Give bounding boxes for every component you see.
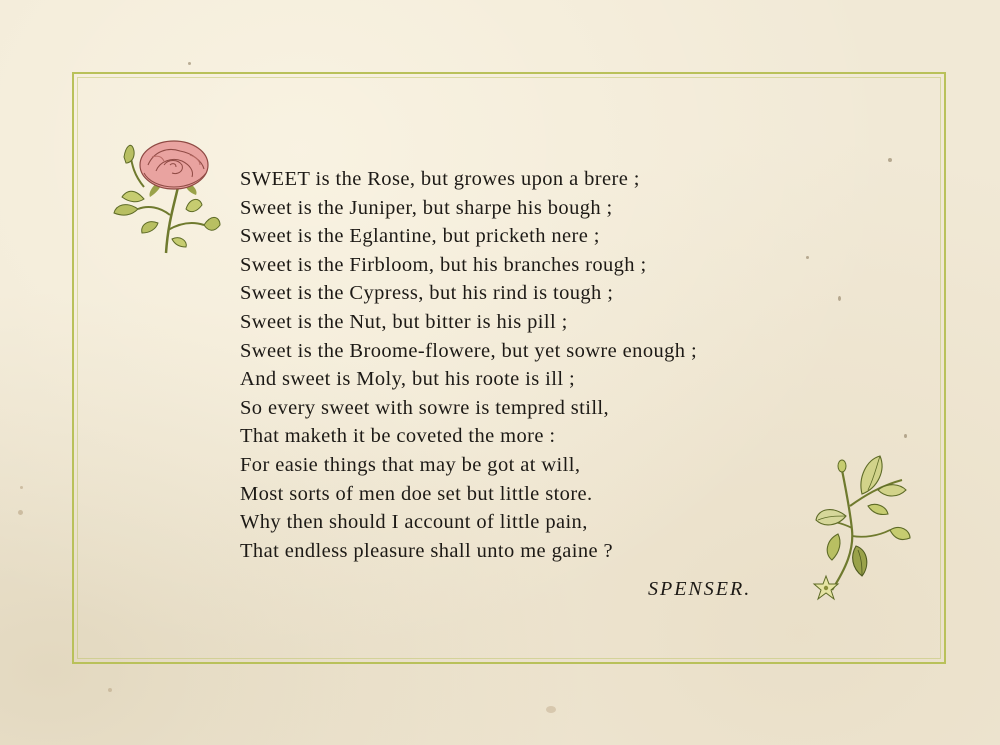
paper-speck: [838, 296, 841, 301]
poem-line: Sweet is the Nut, but bitter is his pill ;: [240, 310, 568, 333]
paper-speck: [546, 706, 556, 713]
rose-icon: [108, 135, 226, 260]
poem-line: Why then should I account of little pain,: [240, 511, 588, 534]
poem-line: So every sweet with sowre is tempred still,: [240, 396, 610, 419]
poem-line: Most sorts of men doe set but little store.: [240, 482, 593, 505]
paper-speck: [888, 158, 892, 162]
poem-text: [240, 165, 840, 565]
poem-line: Sweet is the Juniper, but sharpe his bough ;: [240, 196, 613, 219]
flowering-sprig-icon: [806, 450, 914, 608]
paper-speck: [904, 434, 907, 438]
poem-line: For easie things that may be got at will,: [240, 453, 581, 476]
poem-line: Sweet is the Firbloom, but his branches rough ;: [240, 253, 647, 276]
poem-line: SWEET is the Rose, but growes upon a brere ;: [240, 168, 640, 190]
paper-speck: [108, 688, 112, 692]
poem-line: That endless pleasure shall unto me gaine ?: [240, 539, 613, 562]
poem-line: Sweet is the Broome-flowere, but yet sowre enough ;: [240, 339, 698, 362]
poem-line: Sweet is the Cypress, but his rind is tough ;: [240, 282, 614, 305]
poem-line: And sweet is Moly, but his roote is ill ;: [240, 368, 576, 391]
poem-line: That maketh it be coveted the more :: [240, 425, 556, 448]
paper-speck: [18, 510, 23, 515]
paper-speck: [20, 486, 23, 489]
paper-speck: [188, 62, 191, 65]
poem-author: SPENSER.: [648, 578, 752, 600]
poem-line: Sweet is the Eglantine, but pricketh nere ;: [240, 225, 600, 248]
paper-speck: [806, 256, 809, 259]
